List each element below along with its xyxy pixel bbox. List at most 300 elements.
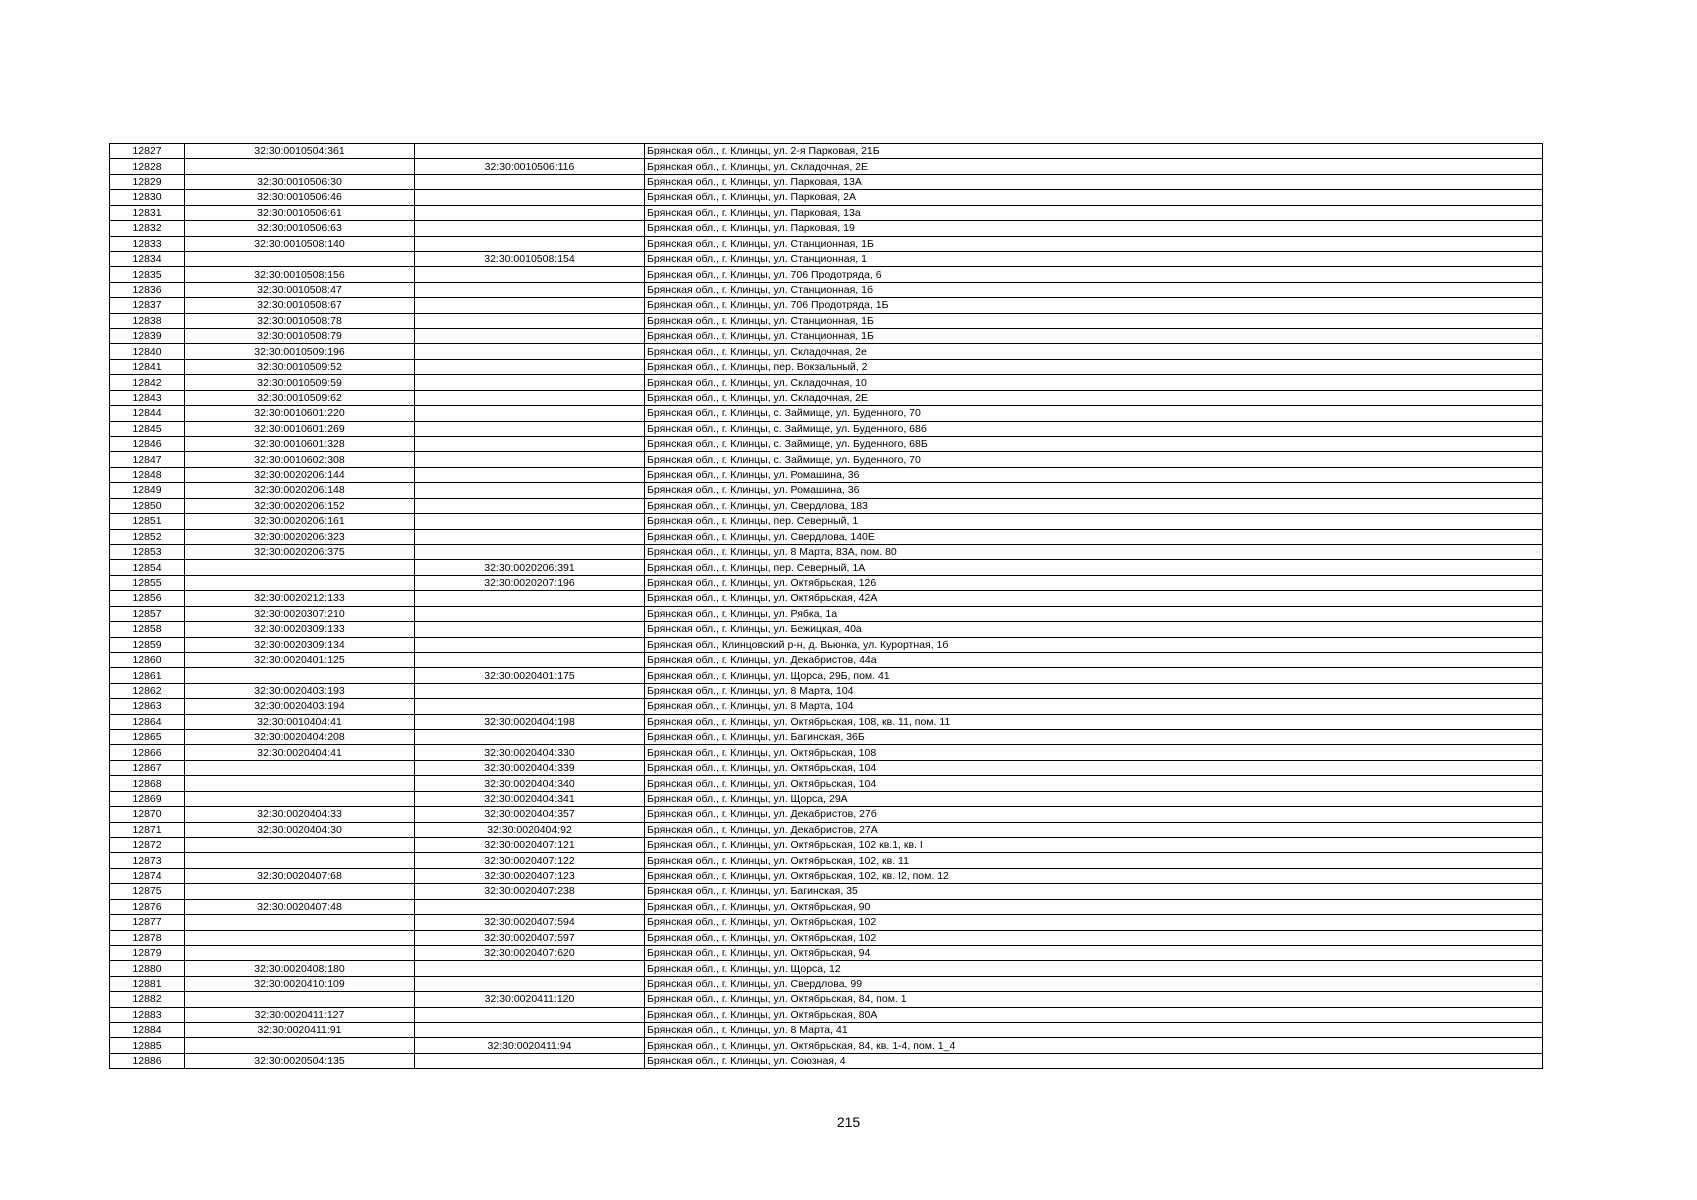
address-cell: Брянская обл., г. Клинцы, ул. Октябрьская, 90	[645, 899, 1543, 914]
row-number-cell: 12886	[110, 1053, 185, 1068]
table-row	[110, 498, 1543, 513]
table-row	[110, 837, 1543, 852]
table-row	[110, 961, 1543, 976]
cadastral-number-cell: 32:30:0020307:210	[185, 606, 415, 621]
cadastral-number-cell	[185, 945, 415, 960]
table-row	[110, 437, 1543, 452]
table-row	[110, 560, 1543, 575]
address-cell: Брянская обл., г. Клинцы, пер. Северный, 1	[645, 514, 1543, 529]
cadastral-number-cell: 32:30:0010601:269	[185, 421, 415, 436]
cadastral-number-cell: 32:30:0010602:308	[185, 452, 415, 467]
object-cadastral-number-cell	[415, 221, 645, 236]
row-number-cell: 12867	[110, 760, 185, 775]
cadastral-number-cell: 32:30:0020410:109	[185, 976, 415, 991]
cadastral-number-cell: 32:30:0010508:78	[185, 313, 415, 328]
cadastral-number-cell: 32:30:0010509:196	[185, 344, 415, 359]
object-cadastral-number-cell	[415, 976, 645, 991]
row-number-cell: 12834	[110, 251, 185, 266]
cadastral-number-cell	[185, 992, 415, 1007]
row-number-cell: 12832	[110, 221, 185, 236]
address-cell: Брянская обл., г. Клинцы, ул. Октябрьская, 126	[645, 575, 1543, 590]
row-number-cell: 12852	[110, 529, 185, 544]
object-cadastral-number-cell: 32:30:0020404:340	[415, 776, 645, 791]
table-row	[110, 899, 1543, 914]
cadastral-number-cell: 32:30:0020309:133	[185, 622, 415, 637]
cadastral-number-cell: 32:30:0010509:62	[185, 390, 415, 405]
records-table	[109, 143, 1543, 1069]
object-cadastral-number-cell: 32:30:0010508:154	[415, 251, 645, 266]
cadastral-number-cell	[185, 837, 415, 852]
table-row	[110, 236, 1543, 251]
table-row	[110, 622, 1543, 637]
row-number-cell: 12842	[110, 375, 185, 390]
object-cadastral-number-cell	[415, 498, 645, 513]
row-number-cell: 12863	[110, 699, 185, 714]
address-cell: Брянская обл., г. Клинцы, ул. Октябрьская, 84, кв. 1-4, пом. 1_4	[645, 1038, 1543, 1053]
row-number-cell: 12870	[110, 807, 185, 822]
address-cell: Брянская обл., г. Клинцы, ул. Щорса, 29А	[645, 791, 1543, 806]
table-row	[110, 298, 1543, 313]
cadastral-number-cell: 32:30:0020212:133	[185, 591, 415, 606]
row-number-cell: 12883	[110, 1007, 185, 1022]
object-cadastral-number-cell: 32:30:0020206:391	[415, 560, 645, 575]
address-cell: Брянская обл., г. Клинцы, ул. 706 Продотряда, 6	[645, 267, 1543, 282]
cadastral-number-cell: 32:30:0020206:375	[185, 544, 415, 559]
object-cadastral-number-cell: 32:30:0020407:597	[415, 930, 645, 945]
cadastral-number-cell: 32:30:0010508:156	[185, 267, 415, 282]
cadastral-number-cell: 32:30:0020403:193	[185, 683, 415, 698]
row-number-cell: 12858	[110, 622, 185, 637]
object-cadastral-number-cell	[415, 298, 645, 313]
address-cell: Брянская обл., Клинцовский р-н, д. Вьюнка, ул. Курортная, 1б	[645, 637, 1543, 652]
row-number-cell: 12857	[110, 606, 185, 621]
records-table-body	[110, 144, 1543, 1069]
address-cell: Брянская обл., г. Клинцы, ул. Парковая, 13а	[645, 205, 1543, 220]
table-row	[110, 375, 1543, 390]
cadastral-number-cell	[185, 776, 415, 791]
object-cadastral-number-cell: 32:30:0020411:94	[415, 1038, 645, 1053]
address-cell: Брянская обл., г. Клинцы, ул. 8 Марта, 104	[645, 683, 1543, 698]
cadastral-number-cell	[185, 915, 415, 930]
address-cell: Брянская обл., г. Клинцы, ул. Октябрьская, 102	[645, 930, 1543, 945]
object-cadastral-number-cell: 32:30:0020401:175	[415, 668, 645, 683]
object-cadastral-number-cell	[415, 406, 645, 421]
address-cell: Брянская обл., г. Клинцы, пер. Вокзальный, 2	[645, 359, 1543, 374]
address-cell: Брянская обл., г. Клинцы, ул. Станционная, 1б	[645, 282, 1543, 297]
object-cadastral-number-cell: 32:30:0020407:238	[415, 884, 645, 899]
address-cell: Брянская обл., г. Клинцы, с. Займище, ул. Буденного, 68Б	[645, 437, 1543, 452]
table-row	[110, 514, 1543, 529]
address-cell: Брянская обл., г. Клинцы, ул. Октябрьская, 84, пом. 1	[645, 992, 1543, 1007]
object-cadastral-number-cell	[415, 606, 645, 621]
row-number-cell: 12831	[110, 205, 185, 220]
object-cadastral-number-cell: 32:30:0020407:594	[415, 915, 645, 930]
cadastral-number-cell: 32:30:0020411:91	[185, 1023, 415, 1038]
table-row	[110, 884, 1543, 899]
object-cadastral-number-cell	[415, 652, 645, 667]
address-cell: Брянская обл., г. Клинцы, ул. Парковая, 13А	[645, 174, 1543, 189]
table-row	[110, 359, 1543, 374]
row-number-cell: 12849	[110, 483, 185, 498]
object-cadastral-number-cell	[415, 359, 645, 374]
address-cell: Брянская обл., г. Клинцы, ул. Станционная, 1Б	[645, 329, 1543, 344]
cadastral-number-cell: 32:30:0010508:79	[185, 329, 415, 344]
row-number-cell: 12871	[110, 822, 185, 837]
object-cadastral-number-cell	[415, 730, 645, 745]
table-row	[110, 822, 1543, 837]
row-number-cell: 12855	[110, 575, 185, 590]
cadastral-number-cell: 32:30:0010508:140	[185, 236, 415, 251]
table-row	[110, 776, 1543, 791]
object-cadastral-number-cell	[415, 174, 645, 189]
table-row	[110, 452, 1543, 467]
table-row	[110, 714, 1543, 729]
address-cell: Брянская обл., г. Клинцы, ул. Октябрьская, 108, кв. 11, пом. 11	[645, 714, 1543, 729]
cadastral-number-cell: 32:30:0010506:46	[185, 190, 415, 205]
object-cadastral-number-cell	[415, 452, 645, 467]
address-cell: Брянская обл., г. Клинцы, ул. Октябрьская, 102	[645, 915, 1543, 930]
cadastral-number-cell: 32:30:0010506:30	[185, 174, 415, 189]
address-cell: Брянская обл., г. Клинцы, ул. Ромашина, 36	[645, 483, 1543, 498]
table-row	[110, 930, 1543, 945]
object-cadastral-number-cell: 32:30:0020404:341	[415, 791, 645, 806]
object-cadastral-number-cell: 32:30:0020404:339	[415, 760, 645, 775]
object-cadastral-number-cell: 32:30:0020411:120	[415, 992, 645, 1007]
cadastral-number-cell	[185, 668, 415, 683]
cadastral-number-cell: 32:30:0020206:148	[185, 483, 415, 498]
address-cell: Брянская обл., г. Клинцы, ул. Парковая, 19	[645, 221, 1543, 236]
table-row	[110, 945, 1543, 960]
table-row	[110, 390, 1543, 405]
address-cell: Брянская обл., г. Клинцы, ул. Свердлова, 183	[645, 498, 1543, 513]
address-cell: Брянская обл., г. Клинцы, ул. Свердлова, 140Е	[645, 529, 1543, 544]
row-number-cell: 12854	[110, 560, 185, 575]
address-cell: Брянская обл., г. Клинцы, ул. Октябрьская, 104	[645, 776, 1543, 791]
row-number-cell: 12838	[110, 313, 185, 328]
address-cell: Брянская обл., г. Клинцы, ул. Октябрьская, 102, кв. I2, пом. 12	[645, 868, 1543, 883]
cadastral-number-cell: 32:30:0010506:61	[185, 205, 415, 220]
object-cadastral-number-cell	[415, 622, 645, 637]
address-cell: Брянская обл., г. Клинцы, ул. Октябрьская, 102 кв.1, кв. I	[645, 837, 1543, 852]
object-cadastral-number-cell: 32:30:0020404:330	[415, 745, 645, 760]
address-cell: Брянская обл., г. Клинцы, ул. Складочная, 2Е	[645, 159, 1543, 174]
address-cell: Брянская обл., г. Клинцы, ул. Складочная, 10	[645, 375, 1543, 390]
cadastral-number-cell: 32:30:0020404:208	[185, 730, 415, 745]
table-row	[110, 313, 1543, 328]
row-number-cell: 12836	[110, 282, 185, 297]
cadastral-number-cell: 32:30:0020206:152	[185, 498, 415, 513]
object-cadastral-number-cell: 32:30:0020407:123	[415, 868, 645, 883]
object-cadastral-number-cell	[415, 190, 645, 205]
table-row	[110, 992, 1543, 1007]
object-cadastral-number-cell: 32:30:0020407:122	[415, 853, 645, 868]
address-cell: Брянская обл., г. Клинцы, ул. Октябрьская, 42А	[645, 591, 1543, 606]
row-number-cell: 12860	[110, 652, 185, 667]
object-cadastral-number-cell: 32:30:0020407:620	[415, 945, 645, 960]
address-cell: Брянская обл., г. Клинцы, ул. Свердлова, 99	[645, 976, 1543, 991]
table-row	[110, 699, 1543, 714]
address-cell: Брянская обл., г. Клинцы, ул. Октябрьская, 108	[645, 745, 1543, 760]
object-cadastral-number-cell	[415, 467, 645, 482]
object-cadastral-number-cell	[415, 421, 645, 436]
object-cadastral-number-cell	[415, 1007, 645, 1022]
address-cell: Брянская обл., г. Клинцы, ул. Декабристов, 27А	[645, 822, 1543, 837]
object-cadastral-number-cell	[415, 282, 645, 297]
table-row	[110, 976, 1543, 991]
table-row	[110, 251, 1543, 266]
address-cell: Брянская обл., г. Клинцы, пер. Северный, 1А	[645, 560, 1543, 575]
address-cell: Брянская обл., г. Клинцы, ул. Союзная, 4	[645, 1053, 1543, 1068]
cadastral-number-cell	[185, 791, 415, 806]
object-cadastral-number-cell	[415, 529, 645, 544]
row-number-cell: 12841	[110, 359, 185, 374]
cadastral-number-cell: 32:30:0010601:220	[185, 406, 415, 421]
row-number-cell: 12873	[110, 853, 185, 868]
row-number-cell: 12877	[110, 915, 185, 930]
table-row	[110, 760, 1543, 775]
object-cadastral-number-cell	[415, 375, 645, 390]
address-cell: Брянская обл., г. Клинцы, ул. Багинская, 35	[645, 884, 1543, 899]
row-number-cell: 12846	[110, 437, 185, 452]
row-number-cell: 12864	[110, 714, 185, 729]
row-number-cell: 12876	[110, 899, 185, 914]
row-number-cell: 12879	[110, 945, 185, 960]
cadastral-number-cell: 32:30:0010504:361	[185, 144, 415, 159]
object-cadastral-number-cell	[415, 144, 645, 159]
row-number-cell: 12829	[110, 174, 185, 189]
address-cell: Брянская обл., г. Клинцы, ул. Станционная, 1	[645, 251, 1543, 266]
object-cadastral-number-cell	[415, 390, 645, 405]
row-number-cell: 12853	[110, 544, 185, 559]
table-row	[110, 1038, 1543, 1053]
address-cell: Брянская обл., г. Клинцы, ул. 8 Марта, 104	[645, 699, 1543, 714]
address-cell: Брянская обл., г. Клинцы, с. Займище, ул. Буденного, 68б	[645, 421, 1543, 436]
row-number-cell: 12862	[110, 683, 185, 698]
table-row	[110, 144, 1543, 159]
object-cadastral-number-cell	[415, 1053, 645, 1068]
table-row	[110, 637, 1543, 652]
table-row	[110, 853, 1543, 868]
row-number-cell: 12881	[110, 976, 185, 991]
table-row	[110, 868, 1543, 883]
address-cell: Брянская обл., г. Клинцы, ул. 8 Марта, 41	[645, 1023, 1543, 1038]
cadastral-number-cell: 32:30:0020411:127	[185, 1007, 415, 1022]
cadastral-number-cell: 32:30:0020403:194	[185, 699, 415, 714]
cadastral-number-cell: 32:30:0010509:52	[185, 359, 415, 374]
table-row	[110, 730, 1543, 745]
cadastral-number-cell: 32:30:0020206:323	[185, 529, 415, 544]
table-row	[110, 791, 1543, 806]
cadastral-number-cell	[185, 853, 415, 868]
table-row	[110, 282, 1543, 297]
address-cell: Брянская обл., г. Клинцы, ул. Рябка, 1а	[645, 606, 1543, 621]
object-cadastral-number-cell: 32:30:0010506:116	[415, 159, 645, 174]
cadastral-number-cell	[185, 760, 415, 775]
object-cadastral-number-cell	[415, 899, 645, 914]
row-number-cell: 12878	[110, 930, 185, 945]
row-number-cell: 12839	[110, 329, 185, 344]
row-number-cell: 12843	[110, 390, 185, 405]
object-cadastral-number-cell	[415, 1023, 645, 1038]
object-cadastral-number-cell	[415, 961, 645, 976]
row-number-cell: 12885	[110, 1038, 185, 1053]
row-number-cell: 12844	[110, 406, 185, 421]
cadastral-number-cell: 32:30:0010508:47	[185, 282, 415, 297]
address-cell: Брянская обл., г. Клинцы, ул. Щорса, 12	[645, 961, 1543, 976]
address-cell: Брянская обл., г. Клинцы, ул. Ромашина, 36	[645, 467, 1543, 482]
cadastral-number-cell: 32:30:0020504:135	[185, 1053, 415, 1068]
table-row	[110, 221, 1543, 236]
page-number: 215	[836, 1114, 861, 1130]
address-cell: Брянская обл., г. Клинцы, ул. Октябрьская, 94	[645, 945, 1543, 960]
cadastral-number-cell: 32:30:0020401:125	[185, 652, 415, 667]
row-number-cell: 12866	[110, 745, 185, 760]
table-row	[110, 267, 1543, 282]
cadastral-number-cell: 32:30:0020206:161	[185, 514, 415, 529]
address-cell: Брянская обл., г. Клинцы, ул. 706 Продотряда, 1Б	[645, 298, 1543, 313]
row-number-cell: 12835	[110, 267, 185, 282]
row-number-cell: 12868	[110, 776, 185, 791]
cadastral-number-cell	[185, 884, 415, 899]
table-row	[110, 807, 1543, 822]
cadastral-number-cell: 32:30:0020407:48	[185, 899, 415, 914]
object-cadastral-number-cell: 32:30:0020404:92	[415, 822, 645, 837]
cadastral-number-cell	[185, 251, 415, 266]
cadastral-number-cell	[185, 1038, 415, 1053]
address-cell: Брянская обл., г. Клинцы, ул. Декабристов, 27б	[645, 807, 1543, 822]
cadastral-number-cell: 32:30:0010508:67	[185, 298, 415, 313]
address-cell: Брянская обл., г. Клинцы, ул. 2-я Парковая, 21Б	[645, 144, 1543, 159]
row-number-cell: 12865	[110, 730, 185, 745]
row-number-cell: 12861	[110, 668, 185, 683]
address-cell: Брянская обл., г. Клинцы, ул. Станционная, 1Б	[645, 236, 1543, 251]
object-cadastral-number-cell	[415, 699, 645, 714]
address-cell: Брянская обл., г. Клинцы, ул. Складочная, 2Е	[645, 390, 1543, 405]
table-row	[110, 1023, 1543, 1038]
object-cadastral-number-cell	[415, 236, 645, 251]
address-cell: Брянская обл., г. Клинцы, ул. Октябрьская, 102, кв. 11	[645, 853, 1543, 868]
table-row	[110, 190, 1543, 205]
address-cell: Брянская обл., г. Клинцы, ул. Октябрьская, 104	[645, 760, 1543, 775]
table-row	[110, 159, 1543, 174]
row-number-cell: 12859	[110, 637, 185, 652]
row-number-cell: 12840	[110, 344, 185, 359]
table-row	[110, 406, 1543, 421]
object-cadastral-number-cell	[415, 313, 645, 328]
address-cell: Брянская обл., г. Клинцы, ул. 8 Марта, 83А, пом. 80	[645, 544, 1543, 559]
address-cell: Брянская обл., г. Клинцы, ул. Октябрьская, 80А	[645, 1007, 1543, 1022]
cadastral-number-cell: 32:30:0020404:30	[185, 822, 415, 837]
row-number-cell: 12882	[110, 992, 185, 1007]
table-row	[110, 529, 1543, 544]
address-cell: Брянская обл., г. Клинцы, ул. Бежицкая, 40а	[645, 622, 1543, 637]
table-row	[110, 344, 1543, 359]
cadastral-number-cell: 32:30:0020408:180	[185, 961, 415, 976]
table-row	[110, 1053, 1543, 1068]
object-cadastral-number-cell	[415, 205, 645, 220]
address-cell: Брянская обл., г. Клинцы, ул. Щорса, 29Б, пом. 41	[645, 668, 1543, 683]
cadastral-number-cell: 32:30:0010509:59	[185, 375, 415, 390]
address-cell: Брянская обл., г. Клинцы, ул. Складочная, 2е	[645, 344, 1543, 359]
row-number-cell: 12884	[110, 1023, 185, 1038]
address-cell: Брянская обл., г. Клинцы, ул. Станционная, 1Б	[645, 313, 1543, 328]
object-cadastral-number-cell	[415, 344, 645, 359]
cadastral-number-cell: 32:30:0010601:328	[185, 437, 415, 452]
table-row	[110, 467, 1543, 482]
cadastral-number-cell	[185, 575, 415, 590]
object-cadastral-number-cell	[415, 329, 645, 344]
row-number-cell: 12827	[110, 144, 185, 159]
table-row	[110, 174, 1543, 189]
table-row	[110, 915, 1543, 930]
row-number-cell: 12872	[110, 837, 185, 852]
object-cadastral-number-cell	[415, 591, 645, 606]
cadastral-number-cell: 32:30:0020404:33	[185, 807, 415, 822]
table-row	[110, 1007, 1543, 1022]
row-number-cell: 12830	[110, 190, 185, 205]
row-number-cell: 12875	[110, 884, 185, 899]
row-number-cell: 12847	[110, 452, 185, 467]
row-number-cell: 12845	[110, 421, 185, 436]
object-cadastral-number-cell: 32:30:0020404:198	[415, 714, 645, 729]
object-cadastral-number-cell	[415, 267, 645, 282]
address-cell: Брянская обл., г. Клинцы, ул. Парковая, 2А	[645, 190, 1543, 205]
table-row	[110, 683, 1543, 698]
row-number-cell: 12856	[110, 591, 185, 606]
row-number-cell: 12880	[110, 961, 185, 976]
address-cell: Брянская обл., г. Клинцы, с. Займище, ул. Буденного, 70	[645, 406, 1543, 421]
table-row	[110, 606, 1543, 621]
object-cadastral-number-cell	[415, 544, 645, 559]
table-row	[110, 575, 1543, 590]
table-row	[110, 329, 1543, 344]
cadastral-number-cell: 32:30:0020206:144	[185, 467, 415, 482]
cadastral-number-cell: 32:30:0010506:63	[185, 221, 415, 236]
object-cadastral-number-cell	[415, 514, 645, 529]
row-number-cell: 12833	[110, 236, 185, 251]
cadastral-number-cell	[185, 930, 415, 945]
cadastral-number-cell	[185, 560, 415, 575]
cadastral-number-cell: 32:30:0020309:134	[185, 637, 415, 652]
row-number-cell: 12828	[110, 159, 185, 174]
table-row	[110, 421, 1543, 436]
object-cadastral-number-cell	[415, 637, 645, 652]
row-number-cell: 12851	[110, 514, 185, 529]
object-cadastral-number-cell: 32:30:0020404:357	[415, 807, 645, 822]
row-number-cell: 12837	[110, 298, 185, 313]
object-cadastral-number-cell: 32:30:0020407:121	[415, 837, 645, 852]
object-cadastral-number-cell	[415, 437, 645, 452]
row-number-cell: 12850	[110, 498, 185, 513]
table-row	[110, 483, 1543, 498]
table-row	[110, 544, 1543, 559]
cadastral-number-cell: 32:30:0020404:41	[185, 745, 415, 760]
cadastral-number-cell	[185, 159, 415, 174]
table-row	[110, 668, 1543, 683]
object-cadastral-number-cell: 32:30:0020207:196	[415, 575, 645, 590]
address-cell: Брянская обл., г. Клинцы, ул. Багинская, 36Б	[645, 730, 1543, 745]
address-cell: Брянская обл., г. Клинцы, с. Займище, ул. Буденного, 70	[645, 452, 1543, 467]
row-number-cell: 12874	[110, 868, 185, 883]
table-row	[110, 205, 1543, 220]
table-row	[110, 591, 1543, 606]
object-cadastral-number-cell	[415, 683, 645, 698]
object-cadastral-number-cell	[415, 483, 645, 498]
row-number-cell: 12848	[110, 467, 185, 482]
row-number-cell: 12869	[110, 791, 185, 806]
address-cell: Брянская обл., г. Клинцы, ул. Декабристов, 44а	[645, 652, 1543, 667]
cadastral-number-cell: 32:30:0010404:41	[185, 714, 415, 729]
